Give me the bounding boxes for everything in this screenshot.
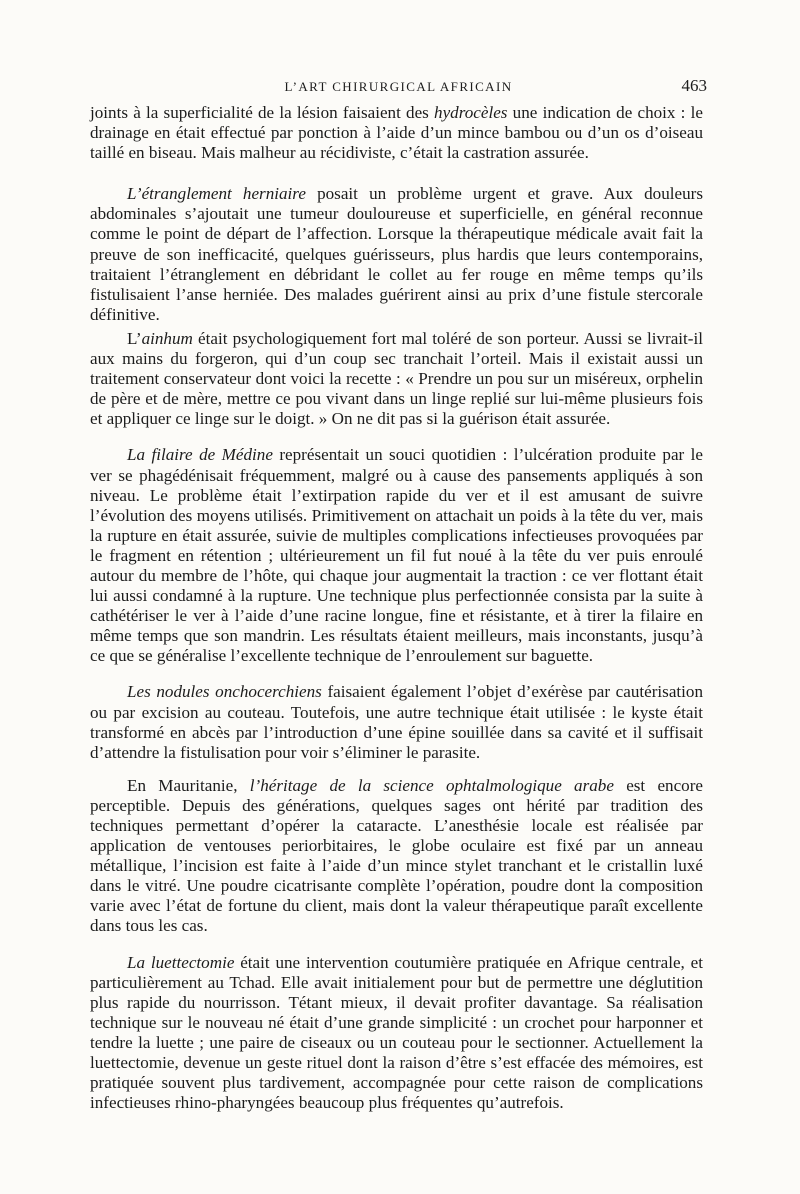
paragraph-rest: posait un problème urgent et grave. Aux douleurs abdominales s’ajoutait une tumeur douloureuse et superficielle, en général reconnue comme le point de départ de l’affection. Lorsque la thérapeutique médicale avait fait la preuve de son inefficacité, quelques guérisseurs, plus hardis que leurs contemporains, traitaient l’étranglement en débridant le collet au fer rouge en même temps qu’ils fistulisaient l’anse herniée. Des malades guérirent ainsi au prix d’une fistule stercorale définitive. [90,184,703,324]
paragraph-emphasis: Les nodules onchocerchiens [127,682,322,702]
running-title: L’ART CHIRURGICAL AFRICAIN [284,79,513,94]
running-head [90,76,707,98]
paragraph-emphasis: l’héritage de la science ophtalmologique arabe [249,775,614,795]
paragraph-hydroceles [90,103,703,163]
paragraph-luettectomie [90,953,703,1114]
paragraph-hernia [90,184,703,325]
paragraph-text: En Mauritanie, [127,775,250,795]
paragraph-text: joints à la superficialité de la lésion faisaient des [90,103,435,122]
paragraph-rest: est encore perceptible. Depuis des générations, quelques sages ont hérité par tradition des techniques permettant d’opérer la cataracte. L’anesthésie locale est réalisée par application de ventouses periorbitaires, le globe oculaire est fixé par un anneau métallique, l’incision est faite à l’aide d’un mince stylet tranchant et le cristallin luxé dans le vitré. Une poudre cicatrisante complète l’opération, poudre dont la composition varie avec l’état de fortune du client, mais dont la valeur thérapeutique paraît excellente dans tous les cas. [90,775,703,936]
paragraph-rest: était une intervention coutumière pratiquée en Afrique centrale, et particulièrement au Tchad. Elle avait initialement pour but de permettre une déglutition plus rapide du nourrisson. Tétant mieux, il devait profiter davantage. Sa réalisation technique sur le nouveau né était d’une grande simplicité : un crochet pour harponner et tendre la luette ; une paire de ciseaux ou un couteau pour le sectionner. Actuellement la luettectomie, devenue un geste rituel dont la raison d’être s’est effacée des mémoires, est pratiquée souvent plus tardivement, accompagnée pour cette raison de complications infectieuses rhino-pharyngées beaucoup plus fréquentes qu’autrefois. [90,952,703,1113]
paragraph-mauritanie [90,776,703,937]
paragraph-emphasis: ainhum [141,328,193,348]
paragraph-emphasis: hydrocèles [434,103,508,122]
paragraph-onchocerchiens [90,682,703,762]
paragraph-rest: faisaient également l’objet d’exérèse par cautérisation ou par excision au couteau. Toutefois, une autre technique était utilisée : le kyste était transformé en abcès par l’introduction d’une épine souillée dans sa cavité et il suffisait d’attendre la fistulisation pour voir s’éliminer le parasite. [90,682,703,762]
paragraph-rest: une indication de choix : le drainage en était effectué par ponction à l’aide d’un mince bambou ou d’un os d’oiseau taillé en biseau. Mais malheur au récidiviste, c’était la castration assurée. [90,103,703,163]
paragraph-emphasis: L’étranglement herniaire [127,184,306,204]
page-number: 463 [681,76,707,95]
paragraph-rest: était psychologiquement fort mal toléré de son porteur. Aussi se livrait-il aux mains du forgeron, qui d’un coup sec tranchait l’orteil. Mais il existait aussi un traitement conservateur dont voici la recette : « Prendre un pou sur un miséreux, orphelin de père et de mère, mettre ce pou vivant dans un linge replié sur lui-même plusieurs fois et appliquer ce linge sur le doigt. » On ne dit pas si la guérison était assurée. [90,328,703,429]
paragraph-rest: représentait un souci quotidien : l’ulcération produite par le ver se phagédénisait fréquemment, malgré ou à cause des pansements appliqués à son niveau. Le problème était l’extirpation rapide du ver et il est amusant de suivre l’évolution des moyens utilisés. Primitivement on attachait un poids à la tête du ver, mais la rupture en était assurée, suivie de multiples complications infectieuses provoquées par le fragment en rétention ; ultérieurement un fil fut noué à la tête du ver puis enroulé autour du membre de l’hôte, qui chaque jour augmentait la traction : ce ver flottant était lui aussi condamné à la rupture. Une technique plus perfectionnée consista par la suite à cathétériser le ver à l’aide d’une racine longue, fine et résistante, et à tirer la filaire en même temps que son mandrin. Les résultats étaient meilleurs, mais inconstants, jusqu’à ce que se généralise l’excellente technique de l’enroulement sur baguette. [90,445,704,666]
body-text [90,103,703,1113]
paragraph-ainhum [90,329,703,429]
paragraph-emphasis: La filaire de Médine [127,445,273,465]
paragraph-text: L’ [127,328,142,348]
paragraph-emphasis: La luettectomie [127,952,235,972]
paragraph-filaire [90,445,703,666]
